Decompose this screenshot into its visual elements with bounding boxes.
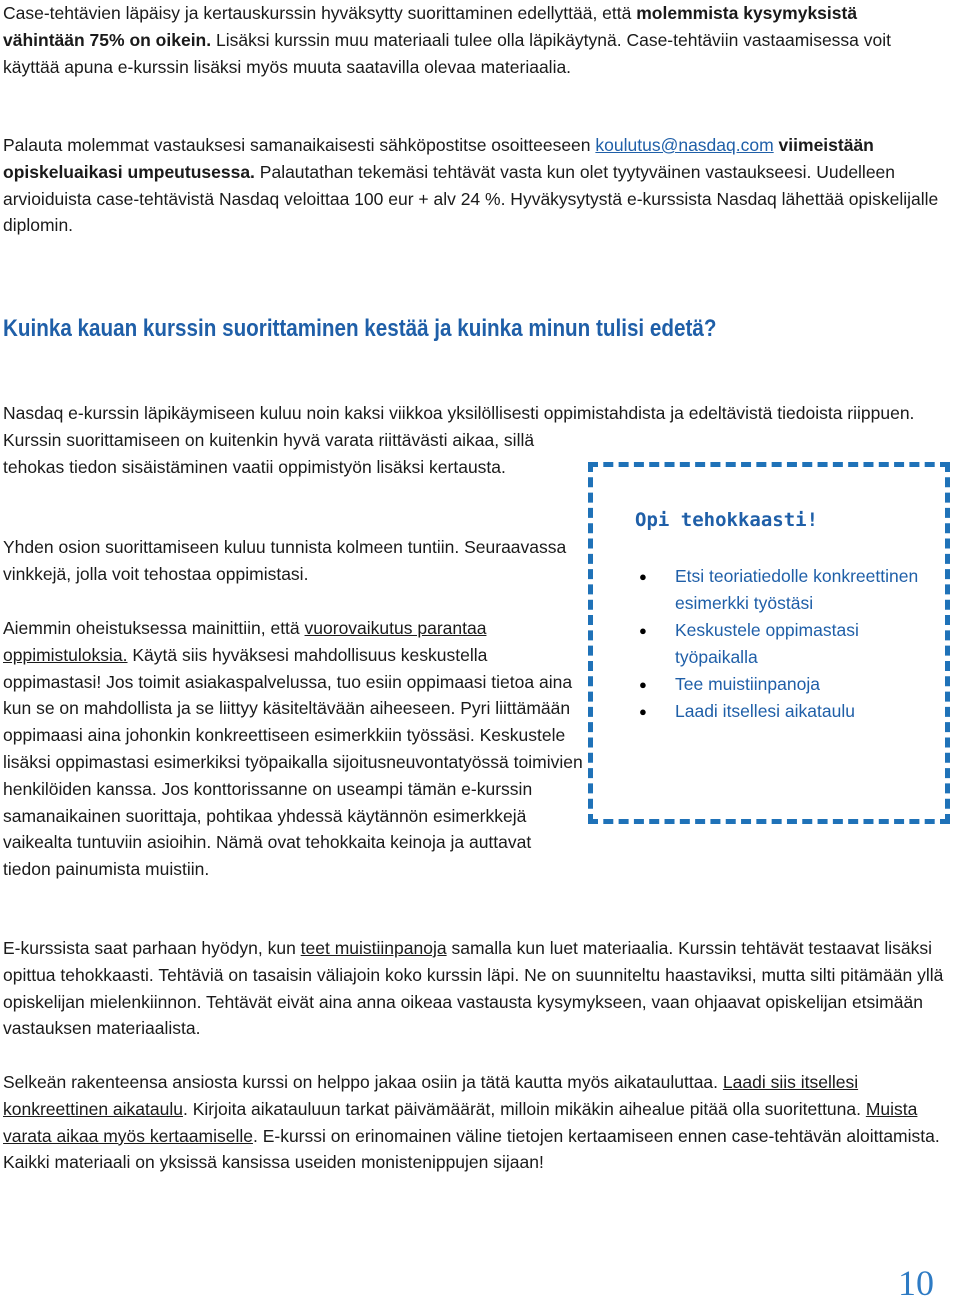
page-number: 10 xyxy=(898,1263,934,1303)
bullet-icon xyxy=(639,563,647,590)
tip-item-text: Laadi itsellesi aikataulu xyxy=(675,701,855,721)
schedule-paragraph xyxy=(3,1069,953,1176)
text-span: . E-kurssi on erinomainen väline tietojen kertaamiseen ennen case-tehtävän aloittamista. Kaikki materiaali on yksissä kansissa useiden monistenippujen sijaan! xyxy=(3,1125,940,1173)
email-link[interactable]: koulutus@nasdaq.com xyxy=(595,135,774,155)
tip-item-text: Keskustele oppimastasi työpaikalla xyxy=(675,620,859,667)
tip-list xyxy=(675,563,925,725)
tip-box-title: Opi tehokkaasti! xyxy=(635,509,819,531)
bold-text: viimeistään opiskeluaikasi umpeutusessa. xyxy=(3,135,874,182)
tip-box xyxy=(588,462,950,824)
tip-item-text: Tee muistiinpanoja xyxy=(675,674,820,694)
text-span: Lisäksi kurssin muu materiaali tulee olla läpikäytynä. Case-tehtäviin vastaamisessa voit käyttää apuna e-kurssin lisäksi myös muuta saatavilla olevaa materiaalia. xyxy=(3,29,892,77)
bullet-icon xyxy=(639,671,647,698)
tip-item-text: Etsi teoriatiedolle konkreettinen esimerkki työstäsi xyxy=(675,566,919,613)
tip-item xyxy=(675,698,925,725)
underlined-text: Laadi siis itsellesi konkreettinen aikataulu xyxy=(3,1072,859,1119)
tip-item xyxy=(675,671,925,698)
section-time-paragraph: Yhden osion suorittamiseen kuluu tunnista kolmeen tuntiin. Seuraavassa vinkkejä, jolla voit tehostaa oppimistasi. xyxy=(3,537,567,584)
tip-item xyxy=(675,563,925,617)
text-span: Case-tehtävien läpäisy ja kertauskurssin hyväksytty suorittaminen edellyttää, että xyxy=(3,3,637,23)
submission-paragraph xyxy=(3,132,953,239)
text-span: samalla kun luet materiaalia. Kurssin tehtävät testaavat lisäksi opittua tehokkaasti. Tehtäviä on tasaisin väliajoin koko kurssin läpi. Ne on suunniteltu haastaviksi, mutta silti pitämään yllä opiskelijan mielenkiinnon. Tehtävät eivät aina anna oikeaa vastausta kysymykseen, vaan ohjaavat opiskelijan etsimään vastauksen materiaalista. xyxy=(3,938,944,1039)
underlined-text: teet muistiinpanoja xyxy=(300,938,447,958)
text-span: Selkeän rakenteensa ansiosta kurssi on helppo jakaa osiin ja tätä kautta myös aikatauluttaa. xyxy=(3,1072,723,1092)
text-span: Palauta molemmat vastauksesi samanaikaisesti sähköpostitse osoitteeseen xyxy=(3,135,596,155)
text-span: E-kurssista saat parhaan hyödyn, kun xyxy=(3,938,301,958)
requirements-paragraph xyxy=(3,0,903,80)
bold-text: molemmista kysymyksistä vähintään 75% on oikein. xyxy=(3,3,858,50)
section-heading: Kuinka kauan kurssin suorittaminen kestää ja kuinka minun tulisi edetä? xyxy=(3,315,717,342)
interaction-paragraph xyxy=(3,615,583,883)
text-span: Käytä siis hyväksesi mahdollisuus keskustella oppimastasi! Jos toimit asiakaspalvelussa, tuo esiin oppimaasi tietoa aina kun se on mahdollista ja se liittyy käsiteltävään aiheeseen. Pyri liittämään oppimaasi aina johonkin konkreettiseen esimerkkiin työssäsi. Keskustele lisäksi oppimastasi esimerkiksi työpaikalla sijoitusneuvontatyössä toimivien henkilöiden kanssa. Jos konttorissanne on useampi tämän e-kurssin samanaikainen suorittaja, pohtikaa yhdessä käytännön esimerkkejä vaikealta tuntuviin asioihin. Nämä ovat tehokkaita keinoja ja auttavat tiedon painumista muistiin. xyxy=(3,644,583,880)
text-span: Aiemmin oheistuksessa mainittiin, että xyxy=(3,618,305,638)
time-reservation-paragraph: Kurssin suorittamiseen on kuitenkin hyvä varata riittävästi aikaa, sillä tehokas tiedon sisäistäminen vaatii oppimistyön lisäksi kertausta. xyxy=(3,430,535,477)
underlined-text: Muista varata aikaa myös kertaamiselle xyxy=(3,1098,918,1146)
notes-paragraph xyxy=(3,935,953,1042)
duration-paragraph: Nasdaq e-kurssin läpikäymiseen kuluu noin kaksi viikkoa yksilöllisesti oppimistahdista ja edeltävistä tiedoista riippuen. xyxy=(3,403,915,423)
text-span: . Kirjoita aikatauluun tarkat päivämäärät, milloin mikäkin aihealue pitää olla suoritettuna. xyxy=(182,1098,866,1119)
underlined-text: vuorovaikutus parantaa oppimistuloksia. xyxy=(3,618,487,665)
text-span: Palautathan tekemäsi tehtävät vasta kun olet tyytyväinen vastaukseesi. Uudelleen arvioiduista case-tehtävistä Nasdaq veloittaa 100 eur + alv 24 %. Hyväkysytystä e-kurssista Nasdaq lähettää opiskelijalle diplomin. xyxy=(3,161,939,236)
bullet-icon xyxy=(639,698,647,725)
bullet-icon xyxy=(639,617,647,644)
tip-item xyxy=(675,617,925,671)
